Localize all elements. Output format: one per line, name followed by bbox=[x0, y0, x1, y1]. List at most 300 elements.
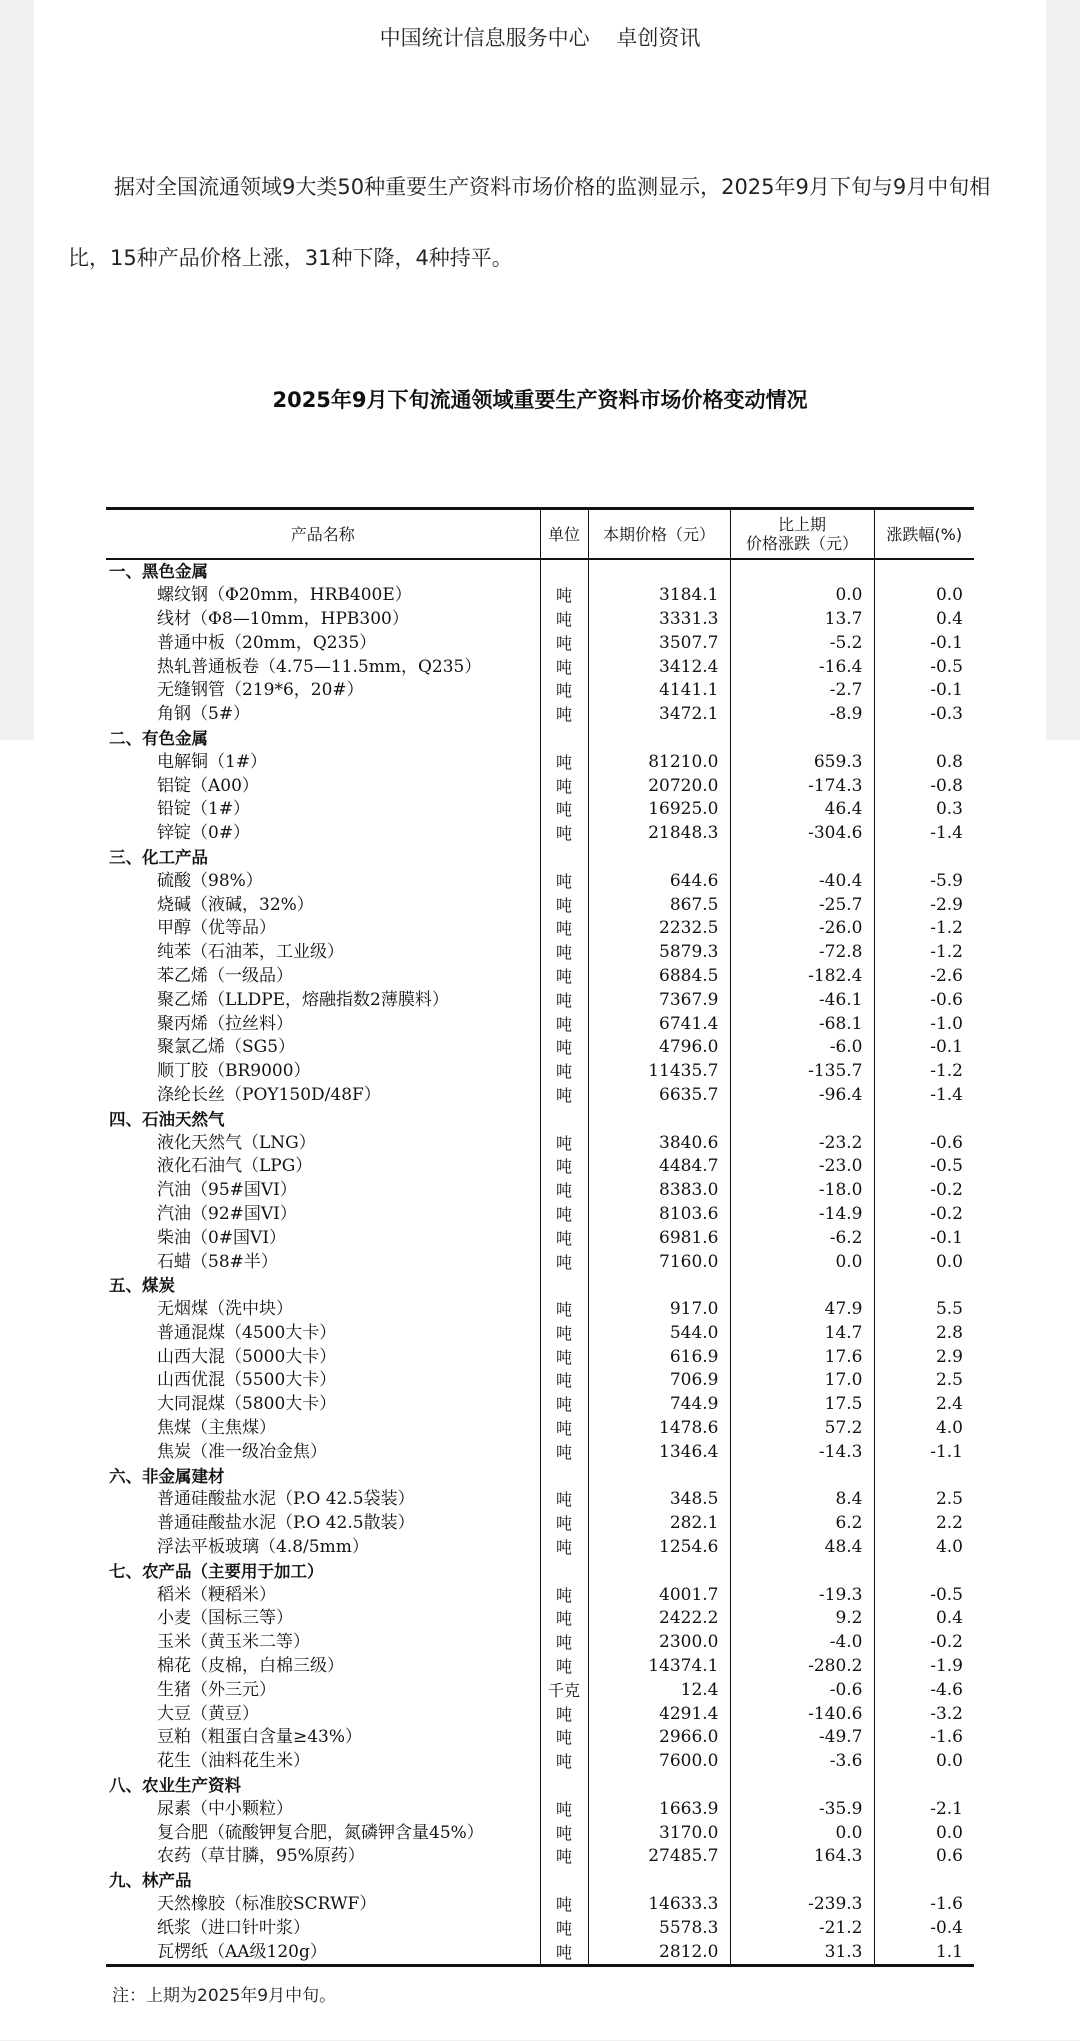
unit-cell: 吨 bbox=[540, 1607, 588, 1631]
product-name: 液化天然气（LNG） bbox=[106, 1131, 540, 1155]
unit-cell: 吨 bbox=[540, 1131, 588, 1155]
price-cell: 544.0 bbox=[588, 1322, 730, 1346]
unit-cell: 吨 bbox=[540, 1940, 588, 1965]
price-cell: 867.5 bbox=[588, 893, 730, 917]
change-cell: -23.2 bbox=[730, 1131, 874, 1155]
unit-cell: 吨 bbox=[540, 1583, 588, 1607]
change-cell bbox=[730, 1559, 874, 1583]
pct-cell: -0.1 bbox=[930, 680, 963, 701]
table-header-row bbox=[106, 509, 974, 560]
product-name: 柴油（0#国VI） bbox=[106, 1226, 540, 1250]
product-name: 尿素（中小颗粒） bbox=[106, 1797, 540, 1821]
change-cell: 8.4 bbox=[730, 1488, 874, 1512]
pct-cell: 5.5 bbox=[935, 1299, 963, 1320]
change-cell: -182.4 bbox=[730, 965, 874, 989]
category-name: 六、非金属建材 bbox=[106, 1464, 540, 1488]
product-name: 大豆（黄豆） bbox=[106, 1702, 540, 1726]
table-row bbox=[106, 1536, 974, 1560]
change-cell: -174.3 bbox=[730, 774, 874, 798]
pct-cell: 0.3 bbox=[935, 799, 963, 820]
price-cell: 12.4 bbox=[588, 1678, 730, 1702]
unit-cell: 千克 bbox=[540, 1678, 588, 1702]
change-cell: -140.6 bbox=[730, 1702, 874, 1726]
product-name: 锌锭（0#） bbox=[106, 822, 540, 846]
pct-cell bbox=[874, 1559, 974, 1583]
change-cell: 9.2 bbox=[730, 1607, 874, 1631]
pct-cell bbox=[874, 1107, 974, 1131]
unit-cell: 吨 bbox=[540, 1322, 588, 1346]
change-cell: -280.2 bbox=[730, 1655, 874, 1679]
pct-cell bbox=[874, 1274, 974, 1298]
table-row bbox=[106, 1893, 974, 1917]
unit-cell bbox=[540, 1869, 588, 1893]
product-name: 瓦楞纸（AA级120g） bbox=[106, 1940, 540, 1965]
table-row bbox=[106, 941, 974, 965]
pct-cell: -0.1 bbox=[930, 632, 963, 653]
change-cell: -8.9 bbox=[730, 703, 874, 727]
price-cell: 3840.6 bbox=[588, 1131, 730, 1155]
table-row bbox=[106, 1155, 974, 1179]
pct-cell: 0.8 bbox=[935, 751, 963, 772]
pct-cell: 0.6 bbox=[935, 1846, 963, 1867]
product-name: 普通硅酸盐水泥（P.O 42.5散装） bbox=[106, 1512, 540, 1536]
change-cell: 31.3 bbox=[730, 1940, 874, 1965]
change-cell: -5.2 bbox=[730, 631, 874, 655]
price-cell bbox=[588, 559, 730, 584]
change-cell: -18.0 bbox=[730, 1179, 874, 1203]
table-row bbox=[106, 1417, 974, 1441]
price-cell: 917.0 bbox=[588, 1298, 730, 1322]
price-cell: 4001.7 bbox=[588, 1583, 730, 1607]
unit-cell: 吨 bbox=[540, 1250, 588, 1274]
category-row bbox=[106, 559, 974, 584]
pct-cell: -0.3 bbox=[930, 704, 963, 725]
intro-paragraph: 据对全国流通领域9大类50种重要生产资料市场价格的监测显示，2025年9月下旬与9月中旬相比，15种产品价格上涨，31种下降，4种持平。 bbox=[68, 175, 991, 270]
change-cell: -21.2 bbox=[730, 1916, 874, 1940]
change-cell bbox=[730, 727, 874, 751]
product-name: 螺纹钢（Φ20mm，HRB400E） bbox=[106, 584, 540, 608]
table-row bbox=[106, 1726, 974, 1750]
price-cell: 21848.3 bbox=[588, 822, 730, 846]
pct-cell: -0.6 bbox=[930, 989, 963, 1010]
table-row bbox=[106, 750, 974, 774]
unit-cell: 吨 bbox=[540, 1631, 588, 1655]
price-cell: 3507.7 bbox=[588, 631, 730, 655]
change-cell bbox=[730, 1274, 874, 1298]
change-cell: -26.0 bbox=[730, 917, 874, 941]
change-cell bbox=[730, 1107, 874, 1131]
price-cell: 14633.3 bbox=[588, 1893, 730, 1917]
price-cell bbox=[588, 1869, 730, 1893]
unit-cell bbox=[540, 1559, 588, 1583]
price-cell: 616.9 bbox=[588, 1345, 730, 1369]
pct-cell: -4.6 bbox=[930, 1679, 963, 1700]
pct-cell: -0.2 bbox=[930, 1203, 963, 1224]
change-cell: -0.6 bbox=[730, 1678, 874, 1702]
product-name: 聚乙烯（LLDPE，熔融指数2薄膜料） bbox=[106, 988, 540, 1012]
change-cell bbox=[730, 846, 874, 870]
unit-cell: 吨 bbox=[540, 1298, 588, 1322]
price-cell: 6635.7 bbox=[588, 1084, 730, 1108]
source-line bbox=[0, 22, 1080, 52]
unit-cell: 吨 bbox=[540, 1726, 588, 1750]
unit-cell bbox=[540, 559, 588, 584]
product-name: 普通硅酸盐水泥（P.O 42.5袋装） bbox=[106, 1488, 540, 1512]
table-row bbox=[106, 1036, 974, 1060]
table-row bbox=[106, 703, 974, 727]
pct-cell: -0.5 bbox=[930, 656, 963, 677]
price-cell: 20720.0 bbox=[588, 774, 730, 798]
table-body bbox=[106, 559, 974, 1966]
pct-cell: -5.9 bbox=[930, 870, 963, 891]
pct-cell: -0.8 bbox=[930, 775, 963, 796]
unit-cell: 吨 bbox=[540, 608, 588, 632]
source-name: 中国统计信息服务中心 bbox=[379, 26, 590, 50]
price-cell: 6741.4 bbox=[588, 1012, 730, 1036]
price-cell: 6981.6 bbox=[588, 1226, 730, 1250]
product-name: 山西优混（5500大卡） bbox=[106, 1369, 540, 1393]
pct-cell: -1.2 bbox=[930, 1061, 963, 1082]
pct-cell: 0.0 bbox=[935, 585, 963, 606]
product-name: 铅锭（1#） bbox=[106, 798, 540, 822]
product-name: 苯乙烯（一级品） bbox=[106, 965, 540, 989]
category-name: 九、林产品 bbox=[106, 1869, 540, 1893]
unit-cell: 吨 bbox=[540, 988, 588, 1012]
price-cell: 4484.7 bbox=[588, 1155, 730, 1179]
change-cell: -19.3 bbox=[730, 1583, 874, 1607]
price-cell bbox=[588, 1774, 730, 1798]
price-cell: 3472.1 bbox=[588, 703, 730, 727]
change-cell: 47.9 bbox=[730, 1298, 874, 1322]
pct-cell: 2.5 bbox=[935, 1370, 963, 1391]
unit-cell bbox=[540, 1774, 588, 1798]
product-name: 纯苯（石油苯，工业级） bbox=[106, 941, 540, 965]
change-cell: -35.9 bbox=[730, 1797, 874, 1821]
unit-cell: 吨 bbox=[540, 655, 588, 679]
price-cell: 4141.1 bbox=[588, 679, 730, 703]
pct-cell: 0.4 bbox=[935, 1608, 963, 1629]
price-cell: 3331.3 bbox=[588, 608, 730, 632]
price-cell: 16925.0 bbox=[588, 798, 730, 822]
unit-cell: 吨 bbox=[540, 869, 588, 893]
unit-cell: 吨 bbox=[540, 1036, 588, 1060]
product-name: 农药（草甘膦，95%原药） bbox=[106, 1845, 540, 1869]
pct-cell: 4.0 bbox=[935, 1537, 963, 1558]
table-row bbox=[106, 988, 974, 1012]
change-cell: -6.0 bbox=[730, 1036, 874, 1060]
table-row bbox=[106, 893, 974, 917]
change-cell: -6.2 bbox=[730, 1226, 874, 1250]
table-row bbox=[106, 1916, 974, 1940]
price-cell: 7367.9 bbox=[588, 988, 730, 1012]
pct-cell: -1.9 bbox=[930, 1656, 963, 1677]
product-name: 普通混煤（4500大卡） bbox=[106, 1322, 540, 1346]
change-cell bbox=[730, 559, 874, 584]
table-row bbox=[106, 822, 974, 846]
unit-cell: 吨 bbox=[540, 941, 588, 965]
pct-cell: 1.1 bbox=[874, 1940, 974, 1965]
pct-cell: 2.2 bbox=[935, 1513, 963, 1534]
price-cell: 5879.3 bbox=[588, 941, 730, 965]
pct-cell: 2.8 bbox=[935, 1322, 963, 1343]
pct-cell: -1.0 bbox=[930, 1013, 963, 1034]
price-cell: 348.5 bbox=[588, 1488, 730, 1512]
change-cell: -40.4 bbox=[730, 869, 874, 893]
change-cell: 57.2 bbox=[730, 1417, 874, 1441]
unit-cell bbox=[540, 727, 588, 751]
pct-cell bbox=[874, 559, 974, 584]
unit-cell: 吨 bbox=[540, 1702, 588, 1726]
price-cell: 8383.0 bbox=[588, 1179, 730, 1203]
pct-cell: -1.4 bbox=[930, 1084, 963, 1105]
price-cell: 4796.0 bbox=[588, 1036, 730, 1060]
unit-cell: 吨 bbox=[540, 1393, 588, 1417]
table-row bbox=[106, 1369, 974, 1393]
pct-cell: 2.5 bbox=[935, 1489, 963, 1510]
change-cell: -135.7 bbox=[730, 1060, 874, 1084]
table-note: 注：上期为2025年9月中旬。 bbox=[112, 1986, 337, 2006]
table-row bbox=[106, 1845, 974, 1869]
category-name: 四、石油天然气 bbox=[106, 1107, 540, 1131]
table-row bbox=[106, 1298, 974, 1322]
pct-cell: -2.9 bbox=[930, 894, 963, 915]
unit-cell: 吨 bbox=[540, 1488, 588, 1512]
category-row bbox=[106, 1774, 974, 1798]
table-row bbox=[106, 1607, 974, 1631]
price-cell bbox=[588, 1274, 730, 1298]
pct-cell: -0.1 bbox=[930, 1037, 963, 1058]
product-name: 焦煤（主焦煤） bbox=[106, 1417, 540, 1441]
product-name: 浮法平板玻璃（4.8/5mm） bbox=[106, 1536, 540, 1560]
change-cell bbox=[730, 1464, 874, 1488]
change-cell: -4.0 bbox=[730, 1631, 874, 1655]
unit-cell: 吨 bbox=[540, 1060, 588, 1084]
table-row bbox=[106, 1322, 974, 1346]
product-name: 普通中板（20mm，Q235） bbox=[106, 631, 540, 655]
header-unit: 单位 bbox=[540, 509, 588, 560]
change-cell: -16.4 bbox=[730, 655, 874, 679]
pct-cell bbox=[874, 727, 974, 751]
unit-cell: 吨 bbox=[540, 584, 588, 608]
unit-cell: 吨 bbox=[540, 1750, 588, 1774]
category-row bbox=[106, 1869, 974, 1893]
table-row bbox=[106, 1226, 974, 1250]
product-name: 涤纶长丝（POY150D/48F） bbox=[106, 1084, 540, 1108]
price-cell: 282.1 bbox=[588, 1512, 730, 1536]
table-row bbox=[106, 1393, 974, 1417]
pct-cell: -0.1 bbox=[930, 1227, 963, 1248]
price-cell bbox=[588, 1107, 730, 1131]
product-name: 甲醇（优等品） bbox=[106, 917, 540, 941]
change-cell: -25.7 bbox=[730, 893, 874, 917]
change-cell: 13.7 bbox=[730, 608, 874, 632]
unit-cell: 吨 bbox=[540, 774, 588, 798]
change-cell bbox=[730, 1774, 874, 1798]
table-row bbox=[106, 1488, 974, 1512]
category-name: 一、黑色金属 bbox=[106, 559, 540, 584]
table-row bbox=[106, 1012, 974, 1036]
product-name: 汽油（95#国VI） bbox=[106, 1179, 540, 1203]
change-cell: 14.7 bbox=[730, 1322, 874, 1346]
price-cell bbox=[588, 1464, 730, 1488]
pct-cell: -0.2 bbox=[930, 1632, 963, 1653]
unit-cell: 吨 bbox=[540, 750, 588, 774]
header-change-line2: 价格涨跌（元） bbox=[745, 534, 858, 553]
price-cell: 7160.0 bbox=[588, 1250, 730, 1274]
unit-cell: 吨 bbox=[540, 1179, 588, 1203]
category-name: 二、有色金属 bbox=[106, 727, 540, 751]
product-name: 热轧普通板卷（4.75—11.5mm，Q235） bbox=[106, 655, 540, 679]
price-cell: 2300.0 bbox=[588, 1631, 730, 1655]
product-name: 复合肥（硫酸钾复合肥，氮磷钾含量45%） bbox=[106, 1821, 540, 1845]
change-cell: 0.0 bbox=[730, 1821, 874, 1845]
category-row bbox=[106, 727, 974, 751]
unit-cell: 吨 bbox=[540, 917, 588, 941]
unit-cell: 吨 bbox=[540, 822, 588, 846]
pct-cell: -0.4 bbox=[930, 1917, 963, 1938]
product-name: 线材（Φ8—10mm，HPB300） bbox=[106, 608, 540, 632]
change-cell: 0.0 bbox=[730, 1250, 874, 1274]
change-cell: -14.3 bbox=[730, 1440, 874, 1464]
change-cell: -72.8 bbox=[730, 941, 874, 965]
unit-cell bbox=[540, 1464, 588, 1488]
price-cell bbox=[588, 846, 730, 870]
product-name: 顺丁胶（BR9000） bbox=[106, 1060, 540, 1084]
table-row bbox=[106, 631, 974, 655]
change-cell: -49.7 bbox=[730, 1726, 874, 1750]
table-row bbox=[106, 1583, 974, 1607]
product-name: 角钢（5#） bbox=[106, 703, 540, 727]
table-row bbox=[106, 1345, 974, 1369]
pct-cell: -1.6 bbox=[930, 1894, 963, 1915]
pct-cell: 0.0 bbox=[935, 1822, 963, 1843]
table-row bbox=[106, 965, 974, 989]
table-row bbox=[106, 1631, 974, 1655]
change-cell: -304.6 bbox=[730, 822, 874, 846]
table-row bbox=[106, 1821, 974, 1845]
product-name: 生猪（外三元） bbox=[106, 1678, 540, 1702]
pct-cell: -1.1 bbox=[930, 1441, 963, 1462]
price-cell: 7600.0 bbox=[588, 1750, 730, 1774]
price-cell bbox=[588, 727, 730, 751]
header-change bbox=[730, 509, 874, 560]
price-cell: 644.6 bbox=[588, 869, 730, 893]
pct-cell: -1.2 bbox=[930, 918, 963, 939]
product-name: 棉花（皮棉，白棉三级） bbox=[106, 1655, 540, 1679]
table-row bbox=[106, 1940, 974, 1965]
price-cell: 5578.3 bbox=[588, 1916, 730, 1940]
product-name: 山西大混（5000大卡） bbox=[106, 1345, 540, 1369]
change-cell: -2.7 bbox=[730, 679, 874, 703]
product-name: 玉米（黄玉米二等） bbox=[106, 1631, 540, 1655]
change-cell: -23.0 bbox=[730, 1155, 874, 1179]
unit-cell: 吨 bbox=[540, 1369, 588, 1393]
change-cell: 164.3 bbox=[730, 1845, 874, 1869]
table-row bbox=[106, 679, 974, 703]
pct-cell: 0.0 bbox=[935, 1751, 963, 1772]
price-cell: 1478.6 bbox=[588, 1417, 730, 1441]
unit-cell: 吨 bbox=[540, 1655, 588, 1679]
change-cell: -96.4 bbox=[730, 1084, 874, 1108]
change-cell: 17.5 bbox=[730, 1393, 874, 1417]
unit-cell: 吨 bbox=[540, 1345, 588, 1369]
table-row bbox=[106, 798, 974, 822]
unit-cell: 吨 bbox=[540, 1084, 588, 1108]
product-name: 聚氯乙烯（SG5） bbox=[106, 1036, 540, 1060]
table-row bbox=[106, 1084, 974, 1108]
price-cell: 3184.1 bbox=[588, 584, 730, 608]
product-name: 小麦（国标三等） bbox=[106, 1607, 540, 1631]
pct-cell: 0.4 bbox=[935, 608, 963, 629]
pct-cell: -1.4 bbox=[930, 823, 963, 844]
change-cell: -68.1 bbox=[730, 1012, 874, 1036]
pct-cell: -3.2 bbox=[930, 1703, 963, 1724]
product-name: 烧碱（液碱，32%） bbox=[106, 893, 540, 917]
price-cell: 4291.4 bbox=[588, 1702, 730, 1726]
category-row bbox=[106, 846, 974, 870]
pct-cell: -0.5 bbox=[930, 1584, 963, 1605]
change-cell: 659.3 bbox=[730, 750, 874, 774]
table-row bbox=[106, 1797, 974, 1821]
price-cell: 3412.4 bbox=[588, 655, 730, 679]
table-row bbox=[106, 1655, 974, 1679]
price-cell: 2966.0 bbox=[588, 1726, 730, 1750]
header-pct: 涨跌幅(%) bbox=[874, 509, 974, 560]
table-row bbox=[106, 608, 974, 632]
price-cell: 8103.6 bbox=[588, 1203, 730, 1227]
product-name: 无烟煤（洗中块） bbox=[106, 1298, 540, 1322]
unit-cell: 吨 bbox=[540, 1226, 588, 1250]
unit-cell: 吨 bbox=[540, 1845, 588, 1869]
unit-cell: 吨 bbox=[540, 1155, 588, 1179]
unit-cell bbox=[540, 1274, 588, 1298]
product-name: 豆粕（粗蛋白含量≥43%） bbox=[106, 1726, 540, 1750]
table-row bbox=[106, 1250, 974, 1274]
unit-cell bbox=[540, 1107, 588, 1131]
pct-cell: 4.0 bbox=[935, 1418, 963, 1439]
unit-cell: 吨 bbox=[540, 703, 588, 727]
pct-cell: -0.6 bbox=[930, 1132, 963, 1153]
table-row bbox=[106, 655, 974, 679]
unit-cell: 吨 bbox=[540, 798, 588, 822]
price-cell: 6884.5 bbox=[588, 965, 730, 989]
category-row bbox=[106, 1559, 974, 1583]
change-cell: -239.3 bbox=[730, 1893, 874, 1917]
pct-cell: -2.6 bbox=[930, 965, 963, 986]
change-cell: 17.0 bbox=[730, 1369, 874, 1393]
product-name: 焦炭（准一级冶金焦） bbox=[106, 1440, 540, 1464]
product-name: 天然橡胶（标准胶SCRWF） bbox=[106, 1893, 540, 1917]
table-row bbox=[106, 1512, 974, 1536]
pct-cell: 2.9 bbox=[935, 1346, 963, 1367]
pct-cell: 2.4 bbox=[935, 1394, 963, 1415]
change-cell bbox=[730, 1869, 874, 1893]
category-name: 八、农业生产资料 bbox=[106, 1774, 540, 1798]
pct-cell: -0.5 bbox=[930, 1156, 963, 1177]
product-name: 液化石油气（LPG） bbox=[106, 1155, 540, 1179]
product-name: 稻米（粳稻米） bbox=[106, 1583, 540, 1607]
table-row bbox=[106, 584, 974, 608]
pct-cell bbox=[874, 1464, 974, 1488]
price-cell: 744.9 bbox=[588, 1393, 730, 1417]
table-row bbox=[106, 869, 974, 893]
change-cell: -14.9 bbox=[730, 1203, 874, 1227]
unit-cell: 吨 bbox=[540, 1512, 588, 1536]
product-name: 大同混煤（5800大卡） bbox=[106, 1393, 540, 1417]
price-cell: 27485.7 bbox=[588, 1845, 730, 1869]
price-cell: 2232.5 bbox=[588, 917, 730, 941]
table-row bbox=[106, 1060, 974, 1084]
